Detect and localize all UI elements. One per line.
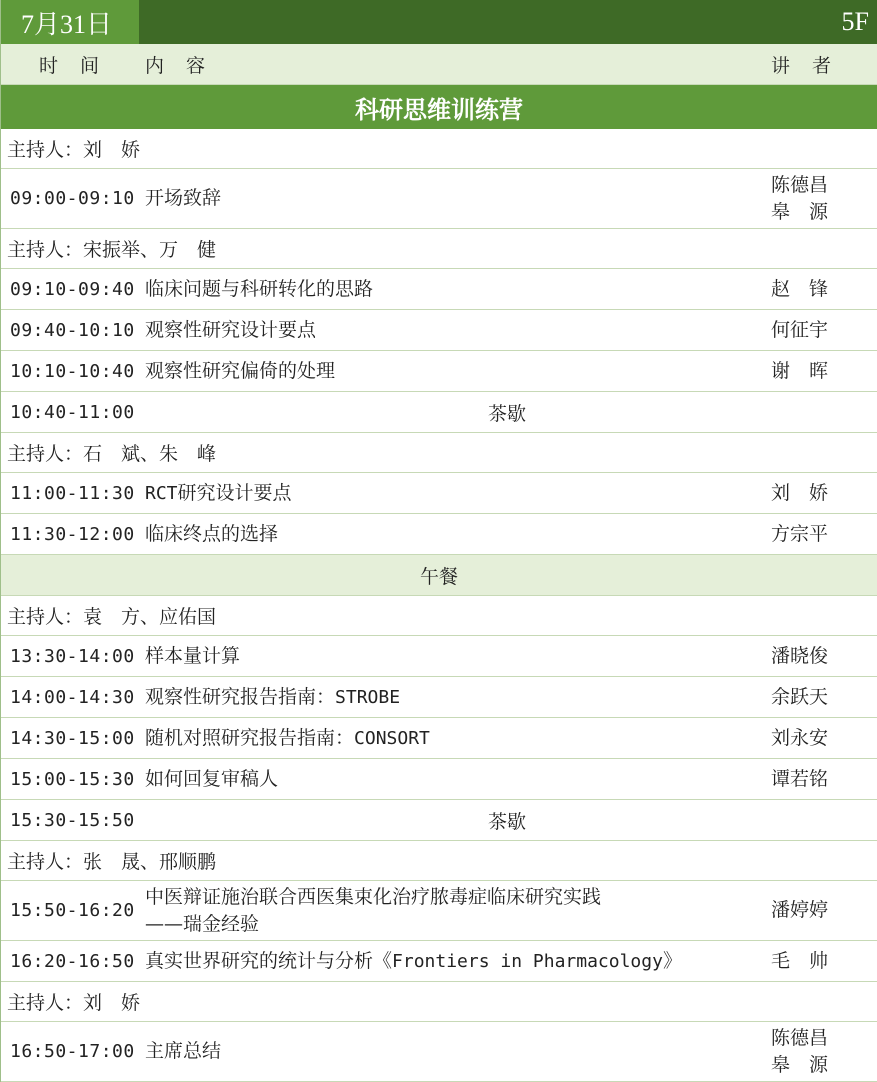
date-label: 7月31日 [1,0,139,44]
talk-row [1,269,877,310]
talk-row [1,718,877,759]
talk-topic: 样本量计算 [145,644,241,667]
time-slot: 15:30-15:50 [10,809,135,831]
speaker-name-line: 刘永安 [771,726,829,749]
speaker-name-line: 刘 娇 [771,481,829,504]
topic-latin: CONSORT [354,727,430,749]
talk-topic: 观察性研究设计要点 [145,318,317,341]
time-slot: 11:30-12:00 [10,523,135,545]
time-slot: 10:40-11:00 [10,401,135,423]
session-title: 科研思维训练营 [1,85,877,129]
talk-topic-line: ——瑞金经验 [145,912,260,935]
break-row [1,800,877,841]
column-content-label: 内容 [145,54,228,77]
talk-topic: 主席总结 [145,1040,222,1062]
host-row: 主持人：石 斌、朱 峰 [1,433,877,473]
break-label: 茶歇 [488,402,527,425]
host-row: 主持人：张 晟、邢顺鹏 [1,841,877,881]
speaker-name [771,317,828,344]
talk-topic: 观察性研究报告指南：STROBE [145,685,401,708]
talk-row [1,759,877,800]
speaker-name-line: 陈德昌 [771,1026,829,1049]
floor-label: 5F [139,0,877,44]
speaker-name [771,172,828,226]
speaker-name-line: 潘婷婷 [771,899,829,921]
speaker-name [771,897,828,924]
topic-latin: Frontiers in Pharmacology [392,950,663,972]
speaker-name [771,276,828,303]
talk-row [1,473,877,514]
break-label: 茶歇 [488,810,527,833]
speaker-name [771,948,828,975]
talk-topic: 随机对照研究报告指南：CONSORT [145,726,430,749]
column-header [1,44,877,85]
talk-topic: 临床终点的选择 [145,522,279,545]
talk-row [1,514,877,555]
talk-row [1,941,877,982]
time-slot: 09:40-10:10 [10,319,135,341]
talk-topic: 真实世界研究的统计与分析《Frontiers in Pharmacology》 [145,949,682,972]
time-slot: 15:50-16:20 [10,900,135,921]
column-speaker-label: 讲者 [771,54,854,77]
talk-topic-line: 中医辩证施治联合西医集束化治疗脓毒症临床研究实践 [145,885,602,908]
speaker-name [771,480,828,507]
speaker-name [771,684,828,711]
speaker-name-line: 毛 帅 [771,949,829,972]
time-slot: 15:00-15:30 [10,768,135,790]
speaker-name-line: 谭若铭 [771,767,829,790]
speaker-name-line: 赵 锋 [771,277,829,300]
speaker-name-line: 陈德昌 [771,173,829,196]
speaker-name-line: 皋 源 [771,200,829,223]
schedule-header [1,0,877,44]
host-row: 主持人：袁 方、应佑国 [1,596,877,636]
talk-topic: 如何回复审稿人 [145,767,279,790]
topic-latin: RCT [145,482,178,504]
host-row: 主持人：刘 娇 [1,982,877,1022]
talk-row [1,351,877,392]
talk-row [1,310,877,351]
talk-row [1,677,877,718]
speaker-name [771,1025,828,1079]
speaker-name [771,643,828,670]
speaker-name-line: 方宗平 [771,522,829,545]
talk-row [1,636,877,677]
talk-row [1,1022,877,1082]
time-slot: 13:30-14:00 [10,645,135,667]
host-row: 主持人：宋振举、万 健 [1,229,877,269]
talk-row [1,881,877,941]
speaker-name-line: 余跃天 [771,685,829,708]
speaker-name [771,766,828,793]
speaker-name [771,358,828,385]
speaker-name [771,521,828,548]
talk-topic [145,884,747,938]
talk-topic: RCT研究设计要点 [145,481,292,504]
time-slot: 14:00-14:30 [10,686,135,708]
time-slot: 14:30-15:00 [10,727,135,749]
schedule-rows [1,129,877,1082]
talk-topic: 开场致辞 [145,187,222,209]
talk-topic: 观察性研究偏倚的处理 [145,359,336,382]
time-slot: 16:50-17:00 [10,1041,135,1062]
time-slot: 10:10-10:40 [10,360,135,382]
speaker-name [771,725,828,752]
speaker-name-line: 潘晓俊 [771,644,829,667]
column-time-label: 时间 [39,54,122,77]
speaker-name-line: 何征宇 [771,318,829,341]
lunch-row: 午餐 [1,555,877,596]
host-row: 主持人：刘 娇 [1,129,877,169]
break-row [1,392,877,433]
time-slot: 09:00-09:10 [10,188,135,209]
talk-row [1,169,877,229]
time-slot: 11:00-11:30 [10,482,135,504]
speaker-name-line: 皋 源 [771,1053,829,1076]
time-slot: 09:10-09:40 [10,278,135,300]
speaker-name-line: 谢 晖 [771,359,829,382]
topic-latin: STROBE [335,686,401,708]
time-slot: 16:20-16:50 [10,950,135,972]
talk-topic: 临床问题与科研转化的思路 [145,277,374,300]
